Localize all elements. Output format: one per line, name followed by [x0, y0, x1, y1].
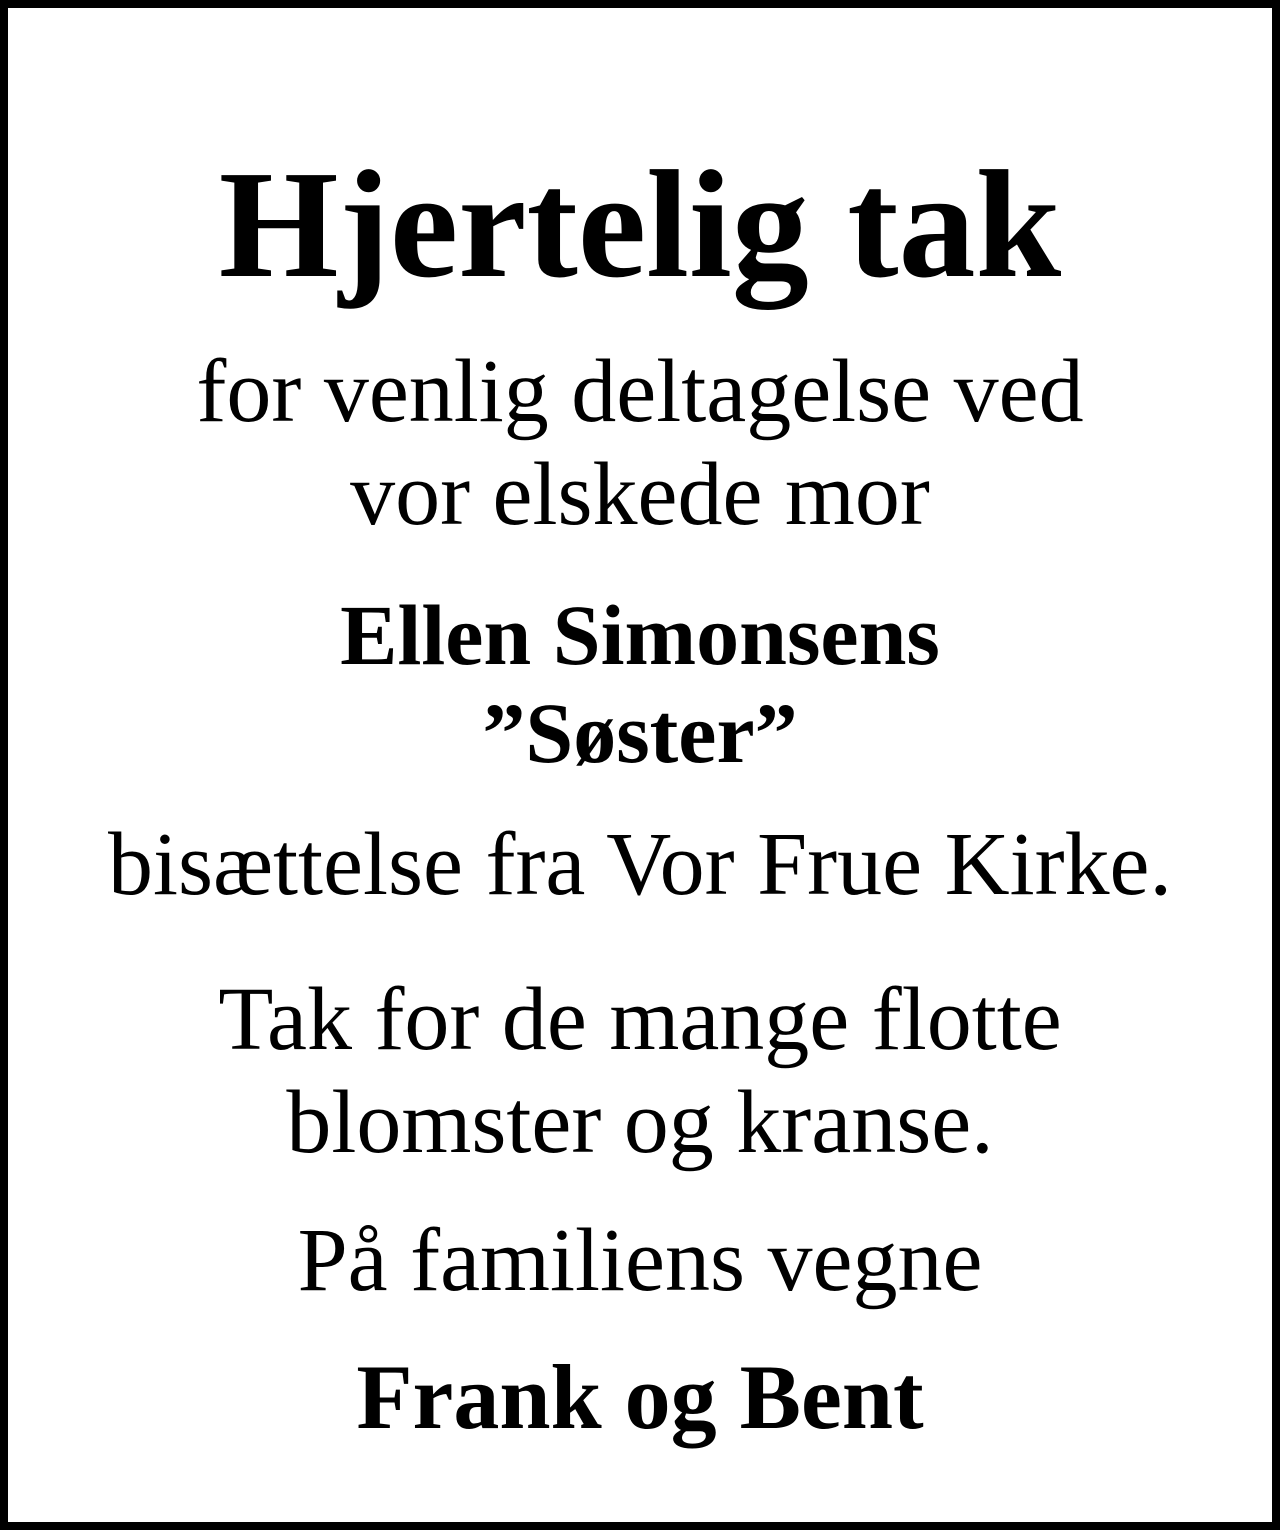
deceased-nickname: ”Søster”	[482, 685, 798, 781]
notice-heading: Hjertelig tak	[218, 140, 1062, 310]
intro-line: vor elskede mor	[350, 445, 930, 544]
thanks-text	[8, 968, 1272, 1174]
intro-text	[8, 340, 1272, 546]
service-text: bisættelse fra Vor Frue Kirke.	[107, 815, 1172, 914]
signature: Frank og Bent	[356, 1346, 924, 1448]
on-behalf-text: På familiens vegne	[297, 1211, 983, 1310]
intro-line: for venlig deltagelse ved	[196, 342, 1084, 441]
deceased-name: Ellen Simonsens	[340, 587, 940, 683]
thanks-line: blomster og kranse.	[286, 1073, 994, 1172]
thanks-line: Tak for de mange flotte	[218, 970, 1062, 1069]
deceased-name-block	[8, 586, 1272, 782]
